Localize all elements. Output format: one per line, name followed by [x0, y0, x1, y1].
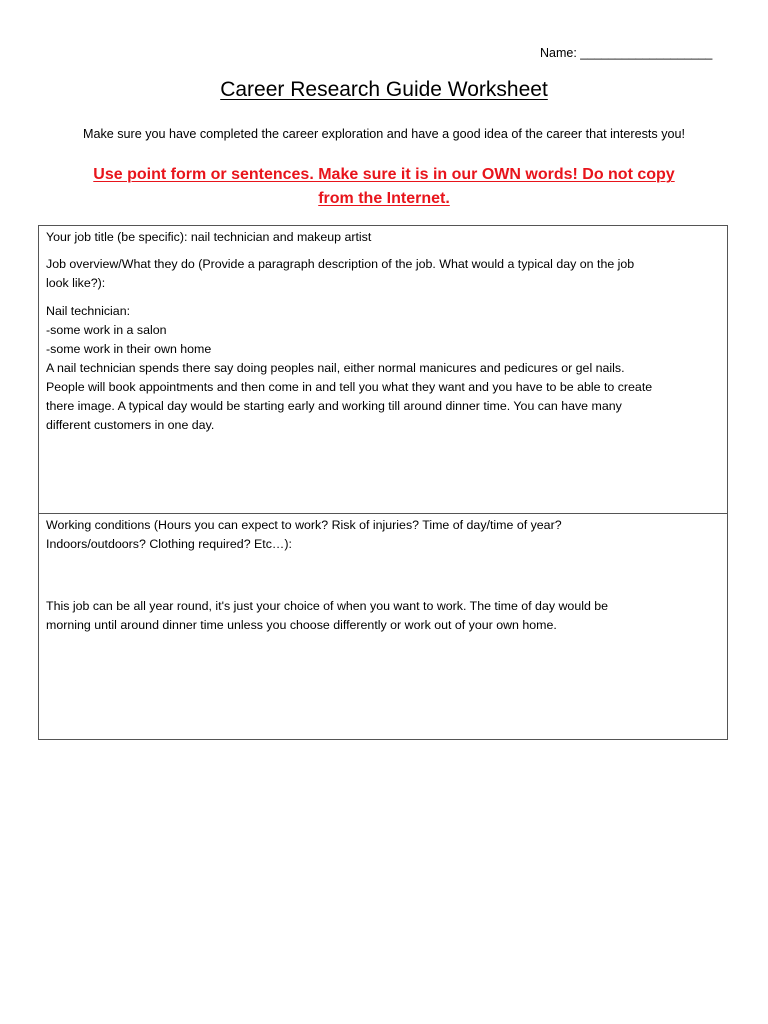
- answer-line: -some work in their own home: [46, 342, 212, 356]
- warning-line-1: Use point form or sentences. Make sure it is in our OWN words! Do not copy: [93, 166, 675, 183]
- overview-prompt-line: Job overview/What they do (Provide a paragraph description of the job. What would a typical day on the job: [46, 257, 635, 271]
- worksheet-table: [38, 225, 728, 740]
- working-conditions-answer[interactable]: [46, 597, 720, 635]
- answer-line: Nail technician:: [46, 304, 131, 318]
- working-conditions-section[interactable]: [39, 514, 727, 739]
- page-title: Career Research Guide Worksheet: [220, 78, 548, 101]
- conditions-prompt-line: Working conditions (Hours you can expect to work? Risk of injuries? Time of day/time of year?: [46, 518, 562, 532]
- conditions-answer-line: This job can be all year round, it's just your choice of when you want to work. The time of day would be: [46, 599, 609, 613]
- answer-line: different customers in one day.: [46, 418, 215, 432]
- answer-line: -some work in a salon: [46, 323, 167, 337]
- job-overview-section[interactable]: [39, 226, 727, 514]
- working-conditions-prompt: [46, 516, 720, 554]
- conditions-prompt-line: Indoors/outdoors? Clothing required? Etc…):: [46, 537, 292, 551]
- overview-prompt: [46, 255, 720, 293]
- overview-answer[interactable]: [46, 302, 720, 435]
- answer-line: People will book appointments and then come in and tell you what they want and you have to be able to create: [46, 380, 653, 394]
- job-title-line: Your job title (be specific): nail technician and makeup artist: [46, 230, 372, 244]
- intro-instruction: Make sure you have completed the career exploration and have a good idea of the career that interests you!: [82, 127, 686, 141]
- answer-line: A nail technician spends there say doing peoples nail, either normal manicures and pedicures or gel nails.: [46, 361, 625, 375]
- overview-prompt-line: look like?):: [46, 276, 106, 290]
- warning-line-2: from the Internet.: [318, 190, 450, 207]
- name-field-label[interactable]: Name: ___________________: [540, 46, 713, 60]
- warning-instruction: [40, 163, 728, 211]
- conditions-answer-line: morning until around dinner time unless you choose differently or work out of your own home.: [46, 618, 557, 632]
- answer-line: there image. A typical day would be starting early and working till around dinner time. You can have many: [46, 399, 622, 413]
